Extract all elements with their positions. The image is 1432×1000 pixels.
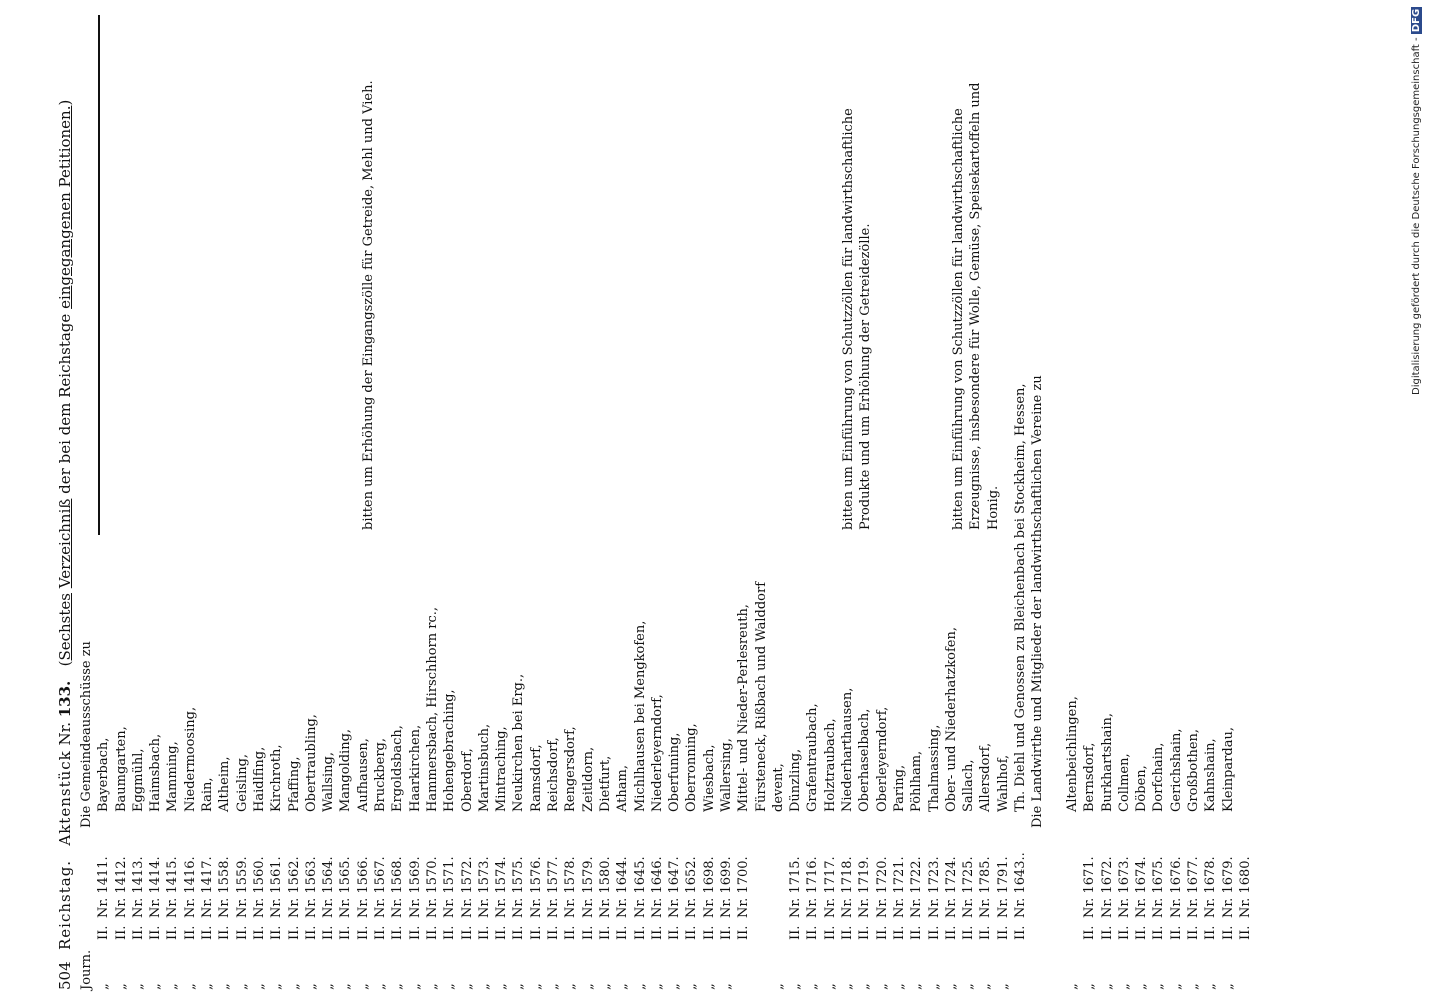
place-name: Kleinpardau, xyxy=(1220,727,1236,812)
ditto-mark: „ xyxy=(1168,983,1184,990)
group1-intro: Die Gemeindeausschüsse zu xyxy=(79,641,94,828)
ditto-mark: „ xyxy=(909,983,925,990)
petition-number: Nr. 1577. xyxy=(546,856,562,918)
petition-number: Nr. 1644. xyxy=(615,856,631,918)
petition-number: Nr. 1723. xyxy=(926,856,942,918)
place-name: Ramsdorf, xyxy=(528,744,544,812)
place-name: Hohengebraching, xyxy=(442,689,458,812)
ditto-mark: „ xyxy=(1134,983,1150,990)
place-name: Haarkirchen, xyxy=(407,724,423,812)
roman-numeral: II. xyxy=(442,925,458,940)
roman-numeral: II. xyxy=(1082,925,1098,940)
place-name: Rengersdorf, xyxy=(563,726,579,812)
place-name: Oberfuning, xyxy=(667,732,683,812)
dfg-logo: DFG xyxy=(1411,8,1422,33)
place-name: Collmen, xyxy=(1116,753,1132,812)
ditto-mark: „ xyxy=(355,983,371,990)
roman-numeral: II. xyxy=(840,925,856,940)
running-title: Reichstag. xyxy=(55,859,74,950)
petition-number: Nr. 1567. xyxy=(373,856,389,918)
place-name: Wallersing, xyxy=(718,738,734,812)
roman-numeral: II. xyxy=(857,925,873,940)
ditto-mark: „ xyxy=(424,983,440,990)
petition-number: Nr. 1652. xyxy=(684,856,700,918)
roman-numeral: II. xyxy=(511,925,527,940)
ditto-mark: „ xyxy=(805,983,821,990)
roman-numeral: II. xyxy=(1099,925,1115,940)
ditto-mark: „ xyxy=(269,983,285,990)
ditto-mark: „ xyxy=(200,983,216,990)
ditto-mark: „ xyxy=(1064,983,1080,990)
ditto-mark: „ xyxy=(217,983,233,990)
petition-number: Nr. 1676. xyxy=(1168,856,1184,918)
group3-intro: Die Landwirthe und Mitglieder der landwirthschaftlichen Vereine zu xyxy=(1030,375,1046,828)
place-name: Haimsbach, xyxy=(148,733,164,812)
place-name: Wiesbach, xyxy=(701,744,717,812)
ditto-mark: „ xyxy=(1220,983,1236,990)
roman-numeral: II. xyxy=(822,925,838,940)
petition-number: Nr. 1673. xyxy=(1116,856,1132,918)
petition-number: Nr. 1785. xyxy=(978,856,994,918)
petition-number: Nr. 1564. xyxy=(321,856,337,918)
place-name: Altenbeichlingen, xyxy=(1064,696,1080,812)
roman-numeral: II. xyxy=(615,925,631,940)
place-name: Großbothen, xyxy=(1186,728,1201,812)
ditto-mark: „ xyxy=(1116,983,1132,990)
roman-numeral: II. xyxy=(701,925,717,940)
ditto-mark: „ xyxy=(995,983,1011,990)
place-name: Mamming, xyxy=(165,741,181,812)
place-name: Baumgarten, xyxy=(113,726,129,812)
ditto-mark: „ xyxy=(459,983,475,990)
side-note-text: Digitalisierung gefördert durch die Deutsche Forschungsgemeinschaft - xyxy=(1411,37,1422,395)
ditto-mark: „ xyxy=(1203,983,1219,990)
group1-place-extra-2: devent, xyxy=(770,763,786,812)
petition-number: Nr. 1646. xyxy=(649,856,665,918)
petition-number: Nr. 1645. xyxy=(632,856,648,918)
page-number: 504 xyxy=(55,961,74,990)
place-name: Wallsing, xyxy=(321,752,337,812)
ditto-mark: „ xyxy=(528,983,544,990)
ditto-mark: „ xyxy=(667,983,683,990)
ditto-mark: „ xyxy=(684,983,700,990)
roman-numeral: II. xyxy=(113,925,129,940)
petition-number: Nr. 1791. xyxy=(995,856,1011,918)
petition-number: Nr. 1571. xyxy=(442,856,458,918)
petition-number: Nr. 1417. xyxy=(200,856,216,918)
petition-number: Nr. 1565. xyxy=(338,856,354,918)
petition-number: Nr. 1643.. xyxy=(1013,852,1029,918)
subtitle-verzeichnis: Verzeichniß xyxy=(55,498,74,589)
roman-numeral: II. xyxy=(874,925,890,940)
ditto-mark: „ xyxy=(1186,983,1201,990)
ditto-mark: „ xyxy=(563,983,579,990)
place-name: Burkhartshain, xyxy=(1099,712,1115,812)
ditto-mark: „ xyxy=(234,983,250,990)
roman-numeral: II. xyxy=(943,925,959,940)
ditto-mark: „ xyxy=(926,983,942,990)
petition-number: Nr. 1566. xyxy=(355,856,371,918)
rotated-document-page xyxy=(30,10,1402,990)
roman-numeral: II. xyxy=(338,925,354,940)
place-column xyxy=(78,375,1237,828)
petition-number: Nr. 1561. xyxy=(269,856,285,918)
roman-numeral: II. xyxy=(1237,925,1253,940)
petition-number: Nr. 1580. xyxy=(597,856,613,918)
attachment-label: Aktenstück xyxy=(55,750,74,846)
roman-numeral: II. xyxy=(1203,925,1219,940)
ditto-mark: „ xyxy=(718,983,734,990)
place-name: Eggmühl, xyxy=(130,748,146,812)
petition-number: Nr. 1414. xyxy=(148,856,164,918)
petition-number: Nr. 1576. xyxy=(528,856,544,918)
roman-numeral: II. xyxy=(632,925,648,940)
roman-numeral: II. xyxy=(580,925,596,940)
journal-abbr: Journ. xyxy=(79,949,94,990)
subtitle-rest: eingegangenen Petitionen. xyxy=(55,105,74,309)
place-name: Mintraching, xyxy=(494,726,510,812)
petition-number: Nr. 1568. xyxy=(390,856,406,918)
ditto-mark: „ xyxy=(632,983,648,990)
ditto-mark: „ xyxy=(649,983,665,990)
roman-numeral: II. xyxy=(1186,925,1201,940)
subtitle-sechstes: Sechstes xyxy=(55,593,74,661)
petition-number: Nr. 1675. xyxy=(1151,856,1167,918)
petition-number: Nr. 1720. xyxy=(874,856,890,918)
roman-numeral: II. xyxy=(407,925,423,940)
group1-place-extra-1: Fürsteneck, Rißbach und Walddorf xyxy=(753,581,769,812)
petition-number: Nr. 1679. xyxy=(1220,856,1236,918)
place-name: Aufhausen, xyxy=(355,738,371,812)
place-name: Allersdorf, xyxy=(978,742,994,812)
roman-numeral: II. xyxy=(424,925,440,940)
roman-numeral: II. xyxy=(182,925,198,940)
ditto-mark: „ xyxy=(251,983,267,990)
petition-number: Nr. 1569. xyxy=(407,856,423,918)
place-name: Niederharthausen, xyxy=(840,687,856,812)
place-name: Oberdorf, xyxy=(459,748,475,812)
ditto-mark: „ xyxy=(597,983,613,990)
roman-numeral: II. xyxy=(528,925,544,940)
ditto-mark: „ xyxy=(770,983,786,990)
petition-number: Nr. 1724. xyxy=(943,856,959,918)
petition-number: Nr. 1678. xyxy=(1203,856,1219,918)
roman-numeral: II. xyxy=(1168,925,1184,940)
ditto-mark: „ xyxy=(1099,983,1115,990)
roman-numeral: II. xyxy=(995,925,1011,940)
place-name: Niederleyerndorf, xyxy=(649,694,665,812)
place-name: Holztraubach, xyxy=(822,718,838,812)
petition-number: Nr. 1721. xyxy=(891,856,907,918)
roman-numeral: II. xyxy=(200,925,216,940)
roman-numeral: II. xyxy=(1013,925,1029,940)
roman-numeral: II. xyxy=(234,925,250,940)
number-column xyxy=(78,838,1254,918)
place-name: Altheim, xyxy=(217,756,233,812)
ditto-mark: „ xyxy=(978,983,994,990)
petition-number: Nr. 1672. xyxy=(1099,856,1115,918)
petition-number: Nr. 1558. xyxy=(217,856,233,918)
place-name: Dünzling, xyxy=(788,748,804,812)
petition-number: Nr. 1574. xyxy=(494,856,510,918)
ditto-mark: „ xyxy=(390,983,406,990)
ditto-mark: „ xyxy=(130,983,146,990)
place-name: Dietfurt, xyxy=(597,755,613,812)
ditto-mark: „ xyxy=(182,983,198,990)
roman-numeral: II. xyxy=(961,925,977,940)
place-name: Michlhausen bei Mengkofen, xyxy=(632,620,648,812)
place-name: Martinsbuch, xyxy=(476,723,492,812)
roman-numeral: II. xyxy=(269,925,285,940)
place-name: Niedermoosing, xyxy=(182,706,198,812)
ditto-mark: „ xyxy=(165,983,181,990)
roman-numeral: II. xyxy=(546,925,562,940)
place-name: Oberleyerndorf, xyxy=(874,706,890,812)
petition-number: Nr. 1579. xyxy=(580,856,596,918)
ditto-mark: „ xyxy=(96,983,112,990)
ditto-mark: „ xyxy=(338,983,354,990)
ditto-mark: „ xyxy=(442,983,458,990)
place-name: Haidlfing, xyxy=(251,746,267,812)
petition-number: Nr. 1560. xyxy=(251,856,267,918)
page-header xyxy=(30,10,74,990)
place-name: Döben, xyxy=(1134,765,1150,812)
petition-number: Nr. 1562. xyxy=(286,856,302,918)
place-name: Rain, xyxy=(200,777,216,812)
place-name: Oberhaselbach, xyxy=(857,708,873,812)
petition-number: Nr. 1722. xyxy=(909,856,925,918)
roman-numeral: II. xyxy=(909,925,925,940)
roman-numeral: II. xyxy=(373,925,389,940)
ditto-mark: „ xyxy=(407,983,423,990)
roman-numeral: II. xyxy=(1220,925,1236,940)
place-name: Hammersbach, Hirschhorn rc., xyxy=(424,606,440,812)
place-name: Kirchroth, xyxy=(269,744,285,812)
place-name: Pöhlham, xyxy=(909,750,925,812)
place-name: Bruckberg, xyxy=(373,738,389,812)
subtitle-mid: der bei dem Reichstage xyxy=(55,313,74,494)
ditto-mark: „ xyxy=(615,983,631,990)
place-name: Ober- und Niederhatzkofen, xyxy=(943,627,959,812)
petition-number: Nr. 1575. xyxy=(511,856,527,918)
petition-number: Nr. 1699. xyxy=(718,856,734,918)
roman-numeral: II. xyxy=(476,925,492,940)
roman-numeral: II. xyxy=(563,925,579,940)
petition-number: Nr. 1698. xyxy=(701,856,717,918)
place-name: Bayerbach, xyxy=(96,737,112,812)
ditto-mark: „ xyxy=(891,983,907,990)
petition-number: Nr. 1715. xyxy=(788,856,804,918)
ditto-mark: „ xyxy=(701,983,717,990)
petition-number: Nr. 1718. xyxy=(840,856,856,918)
place-name: Gerichshain, xyxy=(1168,728,1184,812)
roman-numeral: II. xyxy=(667,925,683,940)
roman-numeral: II. xyxy=(684,925,700,940)
roman-numeral: II. xyxy=(736,925,752,940)
dfg-side-note xyxy=(1408,5,1428,395)
roman-numeral: II. xyxy=(494,925,510,940)
petition-number: Nr. 1573. xyxy=(476,856,492,918)
subtitle-close: ) xyxy=(55,99,74,106)
place-name: Dorfchain, xyxy=(1151,742,1167,812)
place-name: Bernsdorf, xyxy=(1082,742,1098,812)
place-name: Mittel- und Nieder-Perlesreuth, xyxy=(736,604,752,812)
place-name: Thalmassing, xyxy=(926,724,942,812)
request-3: bitten um Einführung von Schutzzöllen für landwirthschaftliche Erzeugnisse, insbesondere für Wolle, Gemüse, Speisekartoffeln und Honig. xyxy=(951,82,1001,530)
request-2: bitten um Einführung von Schutzzöllen für landwirthschaftliche Produkte und um Erhöhung der Getreidezölle. xyxy=(841,108,874,530)
place-name: Neukirchen bei Erg., xyxy=(511,673,527,812)
petition-number: Nr. 1411. xyxy=(96,856,112,918)
ditto-mark: „ xyxy=(840,983,856,990)
roman-numeral: II. xyxy=(1151,925,1167,940)
petition-number: Nr. 1413. xyxy=(130,856,146,918)
petition-number: Nr. 1677. xyxy=(1186,856,1201,918)
roman-numeral: II. xyxy=(1134,925,1150,940)
place-name: Zeitldorn, xyxy=(580,746,596,812)
roman-numeral: II. xyxy=(96,925,112,940)
place-name: Obertraubling, xyxy=(303,714,319,812)
roman-numeral: II. xyxy=(251,925,267,940)
petition-number: Nr. 1719. xyxy=(857,856,873,918)
ditto-mark: „ xyxy=(494,983,510,990)
petition-number: Nr. 1680. xyxy=(1237,856,1253,918)
roman-numeral: II. xyxy=(649,925,665,940)
ditto-mark: „ xyxy=(511,983,527,990)
petition-number: Nr. 1570. xyxy=(424,856,440,918)
roman-numeral: II. xyxy=(978,925,994,940)
place-name: Oberronning, xyxy=(684,723,700,812)
place-name: Geisling, xyxy=(234,753,250,812)
place-name: Sallach, xyxy=(961,759,977,812)
petition-number: Nr. 1412. xyxy=(113,856,129,918)
ditto-mark: „ xyxy=(943,983,959,990)
place-name: Th. Diehl und Genossen zu Bleichenbach bei Stockheim, Hessen, xyxy=(1013,383,1029,812)
place-name: Pfaffing, xyxy=(286,756,302,812)
petition-number: Nr. 1647. xyxy=(667,856,683,918)
ditto-mark: „ xyxy=(148,983,164,990)
ditto-mark: „ xyxy=(321,983,337,990)
ditto-mark: „ xyxy=(788,983,804,990)
ditto-mark: „ xyxy=(961,983,977,990)
ditto-mark: „ xyxy=(580,983,596,990)
petition-number: Nr. 1559. xyxy=(234,856,250,918)
place-name: Grafentraubach, xyxy=(805,703,821,812)
petition-number: Nr. 1563. xyxy=(303,856,319,918)
roman-column xyxy=(78,918,1254,940)
petition-number: Nr. 1578. xyxy=(563,856,579,918)
place-name: Atham, xyxy=(615,765,631,812)
ditto-mark: „ xyxy=(546,983,562,990)
roman-numeral: II. xyxy=(459,925,475,940)
ditto-mark: „ xyxy=(113,983,129,990)
place-name: Reichsdorf, xyxy=(546,737,562,812)
petition-number: Nr. 1700. xyxy=(736,856,752,918)
nr-value: 133. xyxy=(55,680,74,718)
roman-numeral: II. xyxy=(597,925,613,940)
ditto-mark: „ xyxy=(1151,983,1167,990)
ditto-mark: „ xyxy=(874,983,890,990)
ditto-mark: „ xyxy=(286,983,302,990)
place-name: Wahlhof, xyxy=(995,754,1011,812)
place-name: Ergoldsbach, xyxy=(390,725,406,812)
petition-number: Nr. 1674. xyxy=(1134,856,1150,918)
roman-numeral: II. xyxy=(805,925,821,940)
ditto-mark: „ xyxy=(373,983,389,990)
ditto-mark: „ xyxy=(476,983,492,990)
petition-number: Nr. 1416. xyxy=(182,856,198,918)
roman-numeral: II. xyxy=(321,925,337,940)
ditto-mark: „ xyxy=(1082,983,1098,990)
subtitle-open: ( xyxy=(55,660,74,667)
roman-numeral: II. xyxy=(165,925,181,940)
roman-numeral: II. xyxy=(718,925,734,940)
roman-numeral: II. xyxy=(390,925,406,940)
roman-numeral: II. xyxy=(148,925,164,940)
petition-number: Nr. 1716. xyxy=(805,856,821,918)
place-name: Kahnshain, xyxy=(1203,738,1219,812)
roman-numeral: II. xyxy=(891,925,907,940)
nr-label: Nr. xyxy=(55,722,74,746)
roman-numeral: II. xyxy=(303,925,319,940)
roman-numeral: II. xyxy=(788,925,804,940)
ditto-mark: „ xyxy=(857,983,873,990)
place-name: Mangolding, xyxy=(338,728,354,812)
ditto-mark: „ xyxy=(822,983,838,990)
roman-numeral: II. xyxy=(217,925,233,940)
petition-number: Nr. 1572. xyxy=(459,856,475,918)
roman-numeral: II. xyxy=(355,925,371,940)
request-1: bitten um Erhöhung der Eingangszölle für Getreide, Mehl und Vieh. xyxy=(361,80,376,530)
roman-numeral: II. xyxy=(1116,925,1132,940)
petition-number: Nr. 1415. xyxy=(165,856,181,918)
roman-numeral: II. xyxy=(926,925,942,940)
journal-column xyxy=(78,946,1237,990)
petition-number: Nr. 1725. xyxy=(961,856,977,918)
petition-number: Nr. 1671. xyxy=(1082,856,1098,918)
roman-numeral: II. xyxy=(130,925,146,940)
petition-number: Nr. 1717. xyxy=(822,856,838,918)
ditto-mark: „ xyxy=(303,983,319,990)
place-name: Paring, xyxy=(891,764,907,812)
roman-numeral: II. xyxy=(286,925,302,940)
